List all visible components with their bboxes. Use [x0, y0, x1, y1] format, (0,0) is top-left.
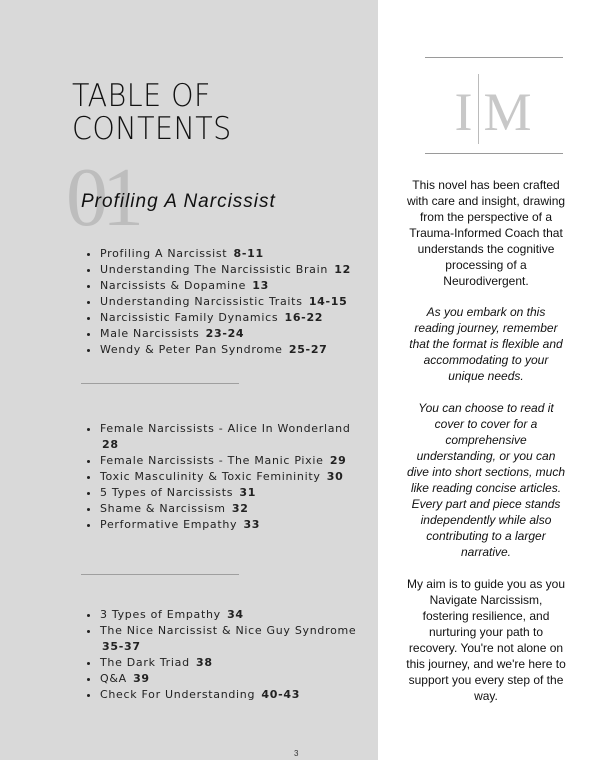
toc-entry-label: Female Narcissists - The Manic Pixie — [100, 454, 324, 467]
toc-entry — [100, 517, 370, 533]
toc-entry — [100, 485, 370, 501]
journey-paragraph: As you embark on this reading journey, remember that the format is flexible and accommodating to your unique needs. — [409, 305, 563, 383]
toc-entry-label: The Dark Triad — [100, 656, 190, 669]
toc-entry-pages: 34 — [227, 608, 244, 621]
logo-letter-left: I — [454, 82, 475, 142]
toc-entry — [100, 687, 370, 703]
intro-paragraph: This novel has been crafted with care and insight, drawing from the perspective of a Trauma-Informed Coach that understands the cognitive processing of a Neurodivergent. — [406, 178, 566, 288]
toc-entry-pages: 32 — [231, 502, 249, 515]
toc-entry — [100, 671, 370, 687]
aim-paragraph: My aim is to guide you as you Navigate Narcissism, fostering resilience, and nurturing your path to recovery. You're not alone on this journey, and we're here to support you every step of the way. — [406, 577, 566, 703]
toc-entry-pages: 14-15 — [308, 295, 348, 308]
toc-entry-label: Male Narcissists — [100, 327, 200, 340]
toc-entry-label: Shame & Narcissism — [100, 502, 226, 515]
toc-group-3 — [84, 607, 370, 703]
divider-1 — [81, 383, 239, 384]
toc-entry — [100, 655, 370, 671]
toc-group-2 — [84, 421, 370, 533]
toc-entry — [100, 501, 370, 517]
toc-entry — [100, 246, 370, 262]
toc-entry-pages: 8-11 — [233, 247, 264, 260]
toc-entry-label: Understanding The Narcissistic Brain — [100, 263, 329, 276]
toc-entry-label: Narcissistic Family Dynamics — [100, 311, 279, 324]
toc-entry — [100, 342, 370, 358]
logo-top-rule — [425, 57, 563, 58]
toc-entry-label: Profiling A Narcissist — [100, 247, 228, 260]
toc-entry — [100, 310, 370, 326]
toc-entry — [100, 623, 370, 655]
reading-options-paragraph: You can choose to read it cover to cover for a comprehensive understanding, or you can dive into short sections, much like reading concise articles. Every part and piece stands independently while also contributing to a larger narrative. — [406, 401, 566, 559]
toc-entry-label: Q&A — [100, 672, 127, 685]
toc-entry — [100, 469, 370, 485]
toc-entry-label: Toxic Masculinity & Toxic Femininity — [100, 470, 321, 483]
page-title — [72, 80, 232, 146]
toc-entry-label: Performative Empathy — [100, 518, 238, 531]
toc-entry-pages: 39 — [133, 672, 150, 685]
toc-entry-label: The Nice Narcissist & Nice Guy Syndrome — [100, 624, 357, 637]
title-line-1: TABLE OF — [72, 78, 211, 114]
toc-entry — [100, 294, 370, 310]
page-number: 3 — [294, 749, 299, 758]
toc-entry-label: 3 Types of Empathy — [100, 608, 221, 621]
toc-entry-label: Female Narcissists - Alice In Wonderland — [100, 422, 351, 435]
toc-entry-label: Wendy & Peter Pan Syndrome — [100, 343, 283, 356]
toc-entry — [100, 421, 370, 453]
toc-entry-label: Check For Understanding — [100, 688, 256, 701]
section-number: 01 — [66, 151, 138, 244]
logo-bottom-rule — [425, 153, 563, 154]
logo-divider-bar — [478, 74, 479, 144]
toc-entry-pages: 23-24 — [205, 327, 245, 340]
toc-entry-pages: 28 — [102, 438, 119, 451]
toc-entry-pages: 40-43 — [261, 688, 301, 701]
toc-entry — [100, 453, 370, 469]
toc-entry-pages: 31 — [239, 486, 257, 499]
toc-entry-pages: 30 — [326, 470, 344, 483]
title-line-2: CONTENTS — [72, 111, 232, 147]
toc-entry-pages: 35-37 — [102, 640, 141, 653]
toc-entry — [100, 607, 370, 623]
toc-entry-pages: 33 — [243, 518, 261, 531]
toc-entry — [100, 262, 370, 278]
toc-entry — [100, 278, 370, 294]
im-logo — [425, 74, 563, 144]
toc-entry-pages: 29 — [329, 454, 347, 467]
toc-entry-pages: 38 — [195, 656, 213, 669]
toc-entry-pages: 25-27 — [288, 343, 328, 356]
toc-entry-pages: 13 — [252, 279, 269, 292]
toc-entry — [100, 326, 370, 342]
toc-entry-pages: 12 — [334, 263, 351, 276]
toc-entry-label: Narcissists & Dopamine — [100, 279, 247, 292]
section-heading: Profiling A Narcissist — [81, 191, 276, 212]
divider-2 — [81, 574, 239, 575]
toc-entry-label: 5 Types of Narcissists — [100, 486, 234, 499]
logo-letter-right: M — [483, 82, 534, 142]
toc-entry-label: Understanding Narcissistic Traits — [100, 295, 303, 308]
toc-entry-pages: 16-22 — [284, 311, 324, 324]
toc-group-1 — [84, 246, 370, 358]
